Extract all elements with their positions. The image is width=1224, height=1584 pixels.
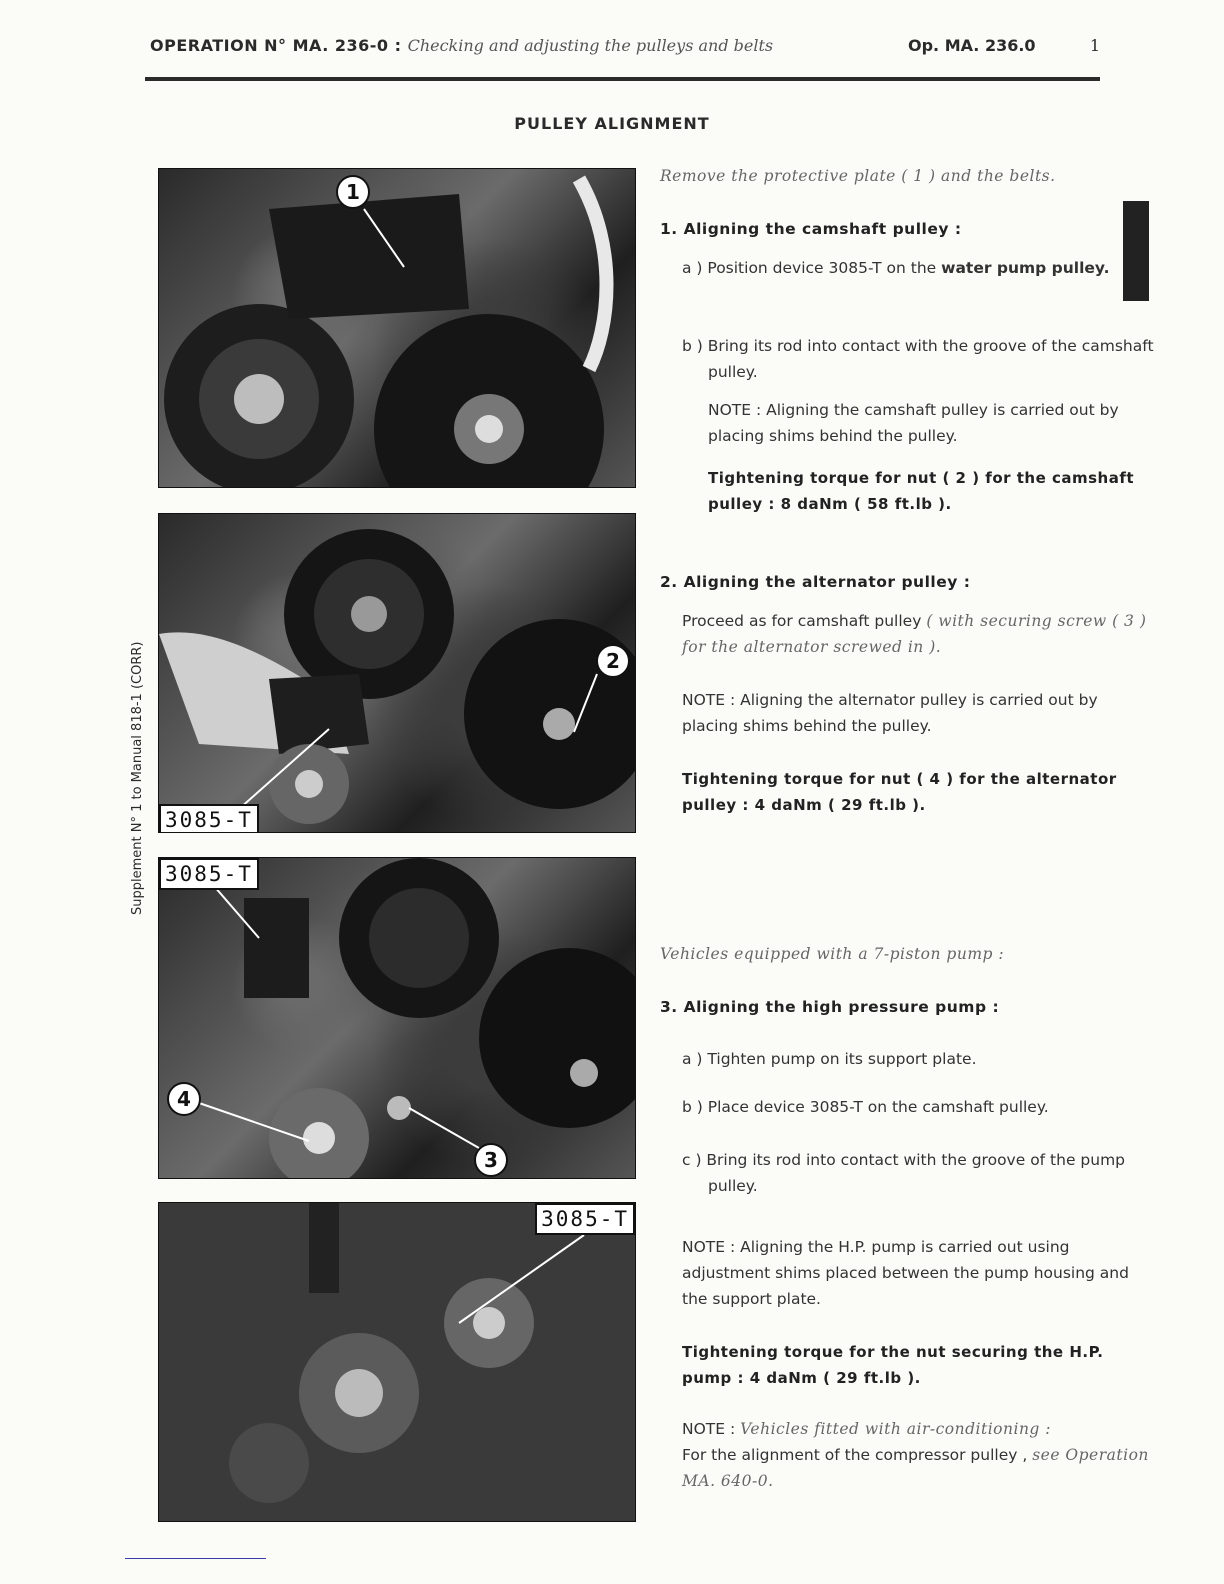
- callout-2: 2: [596, 644, 630, 678]
- callout-4: 4: [167, 1082, 201, 1116]
- section-3-heading: 3. Aligning the high pressure pump :: [660, 998, 1000, 1016]
- tool-label-3085t: 3085-T: [159, 804, 259, 833]
- note-1: NOTE : Aligning the camshaft pulley is carried out by placing shims behind the pulley.: [708, 401, 1119, 445]
- tool-label-3085t: 3085-T: [159, 858, 259, 890]
- note-2: NOTE : Aligning the alternator pulley is carried out by placing shims behind the pulley.: [682, 691, 1098, 735]
- photo-camshaft-plate: [158, 168, 636, 488]
- note-3: NOTE : Aligning the H.P. pump is carried out using adjustment shims placed between the pump housing and the support plate.: [682, 1238, 1129, 1308]
- page-header: [150, 36, 1100, 60]
- photo-alternator-screws: [158, 857, 636, 1179]
- step-1b: b ) Bring its rod into contact with the groove of the camshaft pulley.: [682, 337, 1154, 381]
- photo-4-illustration: [159, 1203, 635, 1521]
- step-3b: b ) Place device 3085-T on the camshaft pulley.: [682, 1098, 1049, 1116]
- header-rule: [145, 77, 1100, 81]
- note-aircon: NOTE : Vehicles fitted with air-conditioning : For the alignment of the compressor pulley , see Operation MA. 640-0.: [682, 1420, 1149, 1490]
- section-1-heading: 1. Aligning the camshaft pulley :: [660, 220, 962, 238]
- photo-1-illustration: [159, 169, 635, 487]
- section-2-heading: 2. Aligning the alternator pulley :: [660, 573, 971, 591]
- footer-line: [125, 1558, 266, 1559]
- step-3c: c ) Bring its rod into contact with the groove of the pump pulley.: [682, 1151, 1126, 1195]
- intro-text: Remove the protective plate ( 1 ) and the belts.: [660, 167, 1056, 185]
- photo-alternator: [158, 513, 636, 833]
- torque-2: Tightening torque for nut ( 4 ) for the alternator pulley : 4 daNm ( 29 ft.lb ).: [682, 770, 1117, 814]
- supplement-label: Supplement N° 1 to Manual 818-1 (CORR): [130, 641, 145, 915]
- callout-1: 1: [336, 175, 370, 209]
- photo-3-illustration: [159, 858, 635, 1178]
- operation-title: OPERATION N° MA. 236-0 : Checking and adjusting the pulleys and belts: [150, 36, 774, 55]
- page-number: 1: [1089, 36, 1100, 55]
- vehicles-note: Vehicles equipped with a 7-piston pump :: [660, 945, 1005, 963]
- callout-3: 3: [474, 1143, 508, 1177]
- photo-2-illustration: [159, 514, 635, 832]
- operation-ref: Op. MA. 236.0: [908, 36, 1036, 55]
- torque-1: Tightening torque for nut ( 2 ) for the camshaft pulley : 8 daNm ( 58 ft.lb ).: [708, 469, 1135, 513]
- step-3a: a ) Tighten pump on its support plate.: [682, 1050, 977, 1068]
- tool-label-3085t: 3085-T: [535, 1203, 635, 1235]
- step-2-proceed: Proceed as for camshaft pulley ( with securing screw ( 3 ) for the alternator screwed in ).: [682, 612, 1147, 656]
- page-title: PULLEY ALIGNMENT: [514, 114, 710, 133]
- step-1a: a ) Position device 3085-T on the water pump pulley.: [682, 259, 1110, 277]
- torque-3: Tightening torque for the nut securing the H.P. pump : 4 daNm ( 29 ft.lb ).: [682, 1343, 1104, 1387]
- photo-hp-pump: [158, 1202, 636, 1522]
